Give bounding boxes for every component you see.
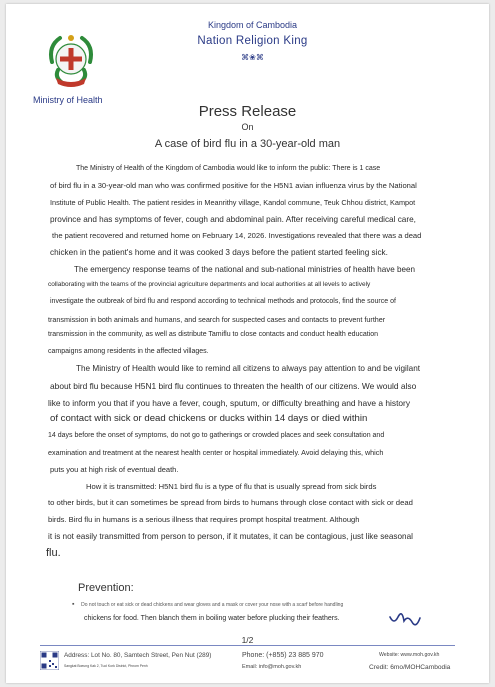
body-line: province and has symptoms of fever, cough and abdominal pain. After receiving careful medical care, bbox=[50, 215, 416, 224]
body-line: transmission in both animals and humans, and search for suspected cases and contacts to prevent further bbox=[48, 315, 386, 324]
footer-email: Email: info@moh.gov.kh bbox=[242, 664, 302, 670]
page-title: Press Release bbox=[198, 103, 297, 120]
body-line: 14 days before the onset of symptoms, do not go to gatherings or crowded places and seek consultation and bbox=[48, 432, 385, 439]
signature-mark bbox=[388, 613, 422, 627]
prevention-bullet-text: Do not touch or eat sick or dead chickens and wear gloves and a mask or cover your nose with a scarf before handling bbox=[81, 602, 344, 608]
body-line: The Ministry of Health would like to remind all citizens to always pay attention to and be vigilant bbox=[76, 364, 421, 373]
page-number: 1/2 bbox=[241, 635, 254, 645]
footer-divider bbox=[40, 645, 455, 646]
body-line: to other birds, but it can sometimes be spread from birds to humans through close contact with sick or dead bbox=[48, 498, 413, 507]
prevention-heading: Prevention: bbox=[78, 582, 134, 594]
body-line: of contact with sick or dead chickens or ducks within 14 days or died within bbox=[50, 413, 368, 424]
body-line: transmission in the community, as well as distribute Tamiflu to close contacts and conduct health education bbox=[48, 331, 379, 338]
footer-address-line2: Sangkat Boeung Kak 2, Tuol Kork District, Phnom Penh bbox=[64, 664, 148, 668]
body-line: of bird flu in a 30-year-old man who was confirmed positive for the H5N1 avian influenza virus by the National bbox=[50, 181, 417, 190]
body-line: puts you at high risk of eventual death. bbox=[50, 465, 179, 474]
body-line: the patient recovered and returned home on February 14, 2026. Investigations revealed that there was a dead bbox=[52, 231, 422, 240]
kingdom-heading: Kingdom of Cambodia bbox=[207, 20, 298, 30]
body-line: it is not easily transmitted from person to person, if it mutates, it can be contagious, just like seasonal bbox=[48, 532, 413, 541]
footer-address: Address: Lot No. 80, Samtech Street, Pen Nut (289) bbox=[64, 652, 212, 659]
body-line: investigate the outbreak of bird flu and respond according to technical methods and protocols, find the source of bbox=[50, 298, 396, 305]
body-line: collaborating with the teams of the provincial agriculture departments and local authorities at all levels to actively bbox=[48, 281, 371, 288]
footer-credit: Credit: 6mo/MOHCambodia bbox=[369, 664, 451, 671]
press-release-subtitle: A case of bird flu in a 30-year-old man bbox=[154, 138, 341, 150]
footer-website: Website: www.moh.gov.kh bbox=[379, 652, 440, 658]
on-label: On bbox=[241, 122, 254, 132]
bullet-dot-icon: ▪ bbox=[72, 601, 75, 608]
body-line: How it is transmitted: H5N1 bird flu is a type of flu that is usually spread from sick birds bbox=[86, 482, 377, 491]
prevention-line: chickens for food. Then blanch them in boiling water before plucking their feathers. bbox=[84, 615, 340, 622]
body-line: birds. Bird flu in humans is a serious illness that requires prompt hospital treatment. Although bbox=[48, 515, 360, 524]
national-motto: Nation Religion King bbox=[197, 35, 308, 47]
qr-code-icon bbox=[40, 651, 59, 670]
body-line: The Ministry of Health of the Kingdom of Cambodia would like to inform the public: There is 1 case bbox=[76, 165, 381, 172]
body-line: about bird flu because H5N1 bird flu continues to threaten the health of our citizens. We would also bbox=[50, 381, 417, 391]
body-line: examination and treatment at the nearest health center or hospital immediately. Avoid delaying this, which bbox=[48, 448, 384, 457]
prevention-bullet bbox=[72, 601, 343, 608]
document-page bbox=[6, 4, 489, 683]
body-line: chicken in the patient's home and it was cooked 3 days before the patient started feeling sick. bbox=[50, 248, 388, 257]
ornament-divider: ⌘❀⌘ bbox=[241, 53, 264, 62]
body-line: The emergency response teams of the national and sub-national ministries of health have been bbox=[74, 265, 416, 274]
footer-phone: Phone: (+855) 23 885 970 bbox=[242, 652, 324, 659]
body-line: campaigns among residents in the affected villages. bbox=[48, 348, 209, 355]
ministry-label: Ministry of Health bbox=[33, 95, 103, 105]
body-line: like to inform you that if you have a fever, cough, sputum, or difficulty breathing and have a history bbox=[48, 398, 411, 408]
body-line: flu. bbox=[46, 547, 61, 559]
body-line: Institute of Public Health. The patient resides in Meanrithy village, Kandol commune, Teuk Chhou district, Kampot bbox=[50, 198, 416, 207]
